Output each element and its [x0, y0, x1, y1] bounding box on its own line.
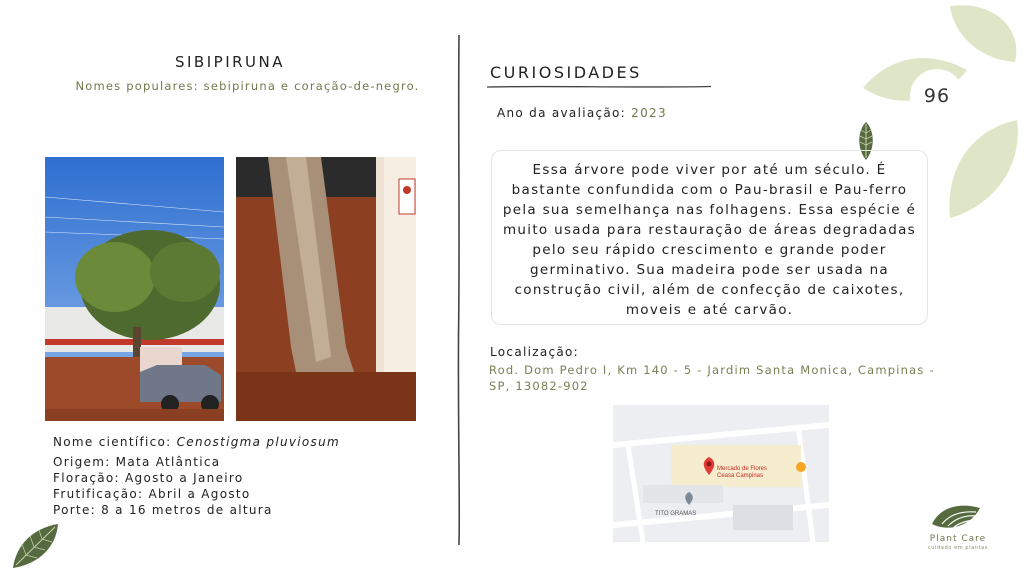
tree-photo [45, 157, 224, 421]
fruiting: Frutificação: Abril a Agosto [53, 487, 251, 501]
tree-size: Porte: 8 a 16 metros de altura [53, 503, 273, 517]
logo-tagline: cuidado em plantas [927, 545, 989, 551]
scientific-name-label: Nome científico: [53, 435, 177, 449]
flowering: Floração: Agosto a Janeiro [53, 471, 244, 485]
page-number: 96 [910, 69, 964, 123]
year-label: Ano da avaliação: [497, 106, 632, 120]
section-title: CURIOSIDADES [490, 63, 642, 82]
location-map[interactable] [613, 405, 829, 542]
scientific-name-value: Cenostigma pluviosum [176, 435, 340, 449]
evaluation-year [497, 106, 667, 120]
popular-names: Nomes populares: sebipiruna e coração-de-negro. [75, 79, 420, 93]
location-label: Localização: [490, 345, 580, 359]
plant-name-title: SIBIPIRUNA [174, 53, 285, 71]
column-divider [455, 35, 463, 545]
plant-care-logo-icon [930, 502, 982, 532]
title-underline [487, 84, 712, 90]
map-place-label: TITO GRAMAS [655, 511, 697, 517]
curiosity-card: Essa árvore pode viver por até um século. É bastante confundida com o Pau-brasil e Pau-ferro pela sua semelhança nas folhagens. Essa espécie é muito usada para restauração de áreas degradadas pelo seu rápido crescimento e grande poder germinativo. Sua madeira pode ser usada na construção civil, além de confecção de caixotes, moveis e até carvão. [491, 150, 928, 325]
leaf-decoration-bottom-left [8, 520, 63, 570]
scientific-name [53, 434, 340, 450]
map-pin-label: Mercado de Flores Ceasa Campinas [717, 466, 768, 479]
logo-name: Plant Care [929, 534, 987, 544]
trunk-photo [236, 157, 416, 421]
year-value: 2023 [631, 106, 667, 120]
origin: Origem: Mata Atlântica [53, 455, 221, 469]
location-address: Rod. Dom Pedro I, Km 140 - 5 - Jardim Santa Monica, Campinas - SP, 13082-902 [489, 363, 935, 393]
plant-info-list [53, 434, 340, 518]
